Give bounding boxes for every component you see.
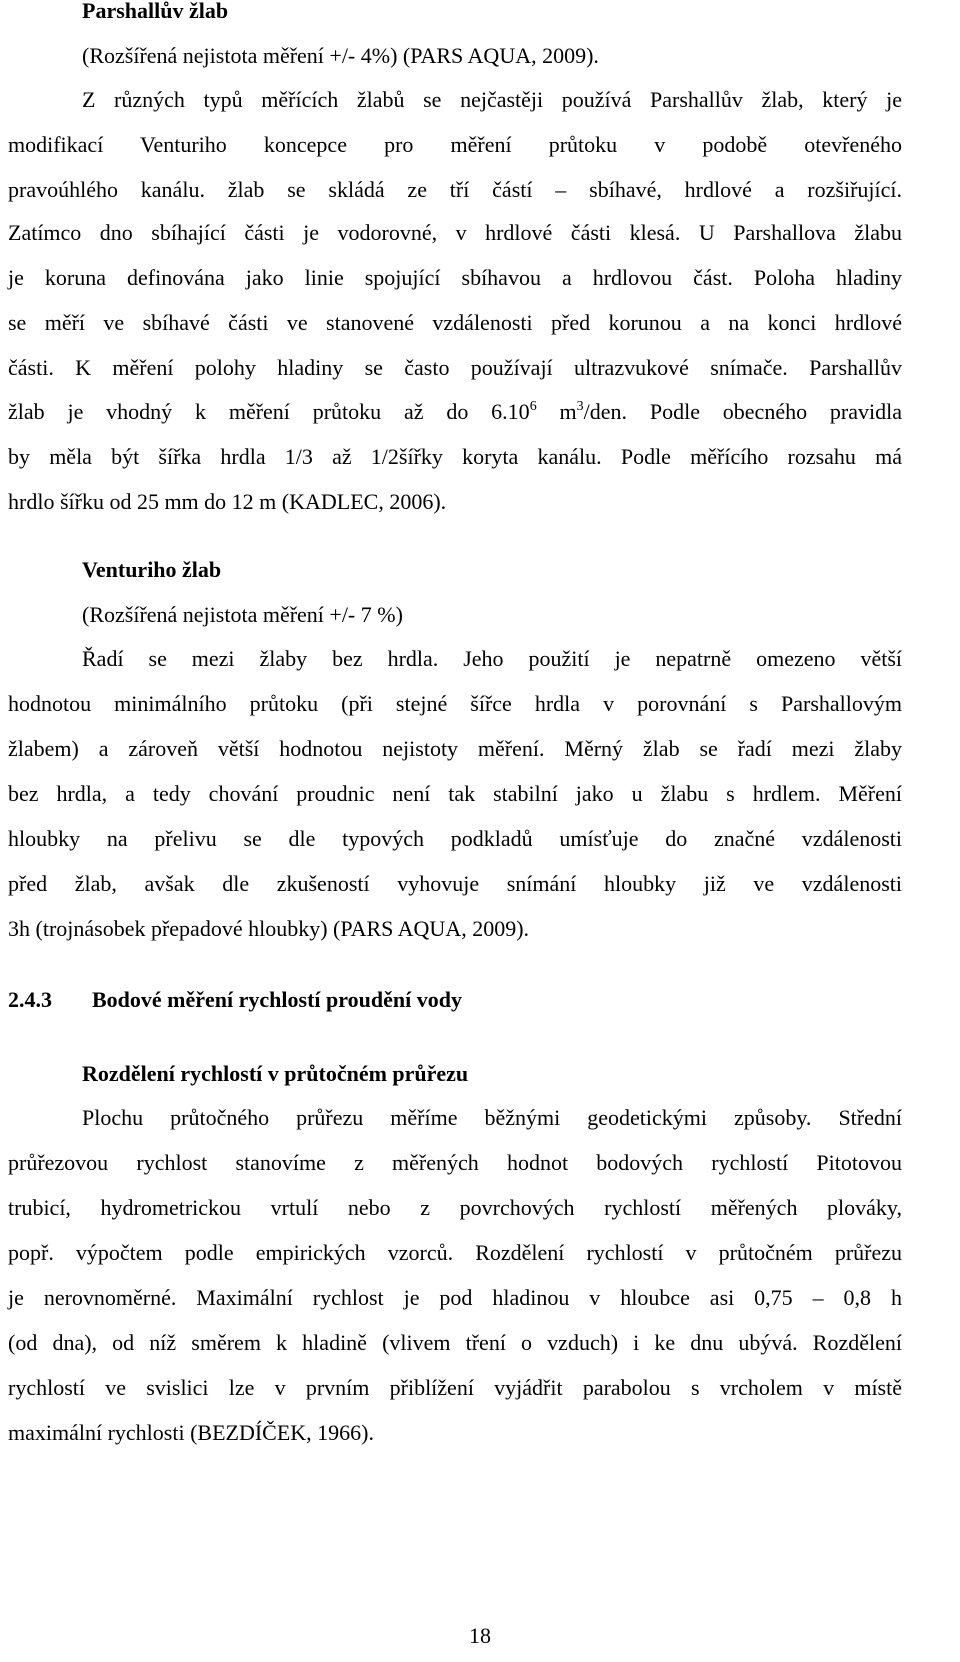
paragraph-line: žlabem) a zároveň větší hodnotou nejistoty měření. Měrný žlab se řadí mezi žlaby	[8, 736, 902, 761]
paragraph-line: by měla být šířka hrdla 1/3 až 1/2šířky koryta kanálu. Podle měřícího rozsahu má	[8, 444, 902, 469]
paragraph-line: Řadí se mezi žlaby bez hrdla. Jeho použití je nepatrně omezeno větší	[82, 646, 902, 671]
paragraph-line: 3h (trojnásobek přepadové hloubky) (PARS AQUA, 2009).	[8, 916, 530, 941]
paragraph-line: hodnotou minimálního průtoku (při stejné šířce hrdla v porovnání s Parshallovým	[8, 691, 902, 716]
paragraph-line: hrdlo šířku od 25 mm do 12 m (KADLEC, 2006).	[8, 489, 447, 514]
paragraph-line: bez hrdla, a tedy chování proudnic není tak stabilní jako u žlabu s hrdlem. Měření	[8, 781, 902, 806]
text-fragment: /den. Podle obecného pravidla	[583, 399, 902, 424]
section-subtitle-parshall: (Rozšířená nejistota měření +/- 4%) (PARS AQUA, 2009).	[82, 43, 599, 68]
paragraph-line: pravoúhlého kanálu. žlab se skládá ze tří částí – sbíhavé, hrdlové a rozšiřující.	[8, 177, 902, 202]
paragraph-line: Zatímco dno sbíhající části je vodorovné, v hrdlové části klesá. U Parshallova žlabu	[8, 220, 902, 245]
paragraph-line: před žlab, avšak dle zkušeností vyhovuje snímání hloubky již ve vzdálenosti	[8, 871, 902, 896]
text-fragment: žlab je vhodný k měření průtoku až do 6.10	[8, 399, 530, 424]
paragraph-line-with-exponents	[8, 397, 902, 427]
paragraph-line: trubicí, hydrometrickou vrtulí nebo z povrchových rychlostí měřených plováky,	[8, 1195, 902, 1220]
subheading-velocity-distribution: Rozdělení rychlostí v průtočném průřezu	[82, 1061, 469, 1086]
paragraph-line: části. K měření polohy hladiny se často používají ultrazvukové snímače. Parshallův	[8, 355, 902, 380]
paragraph-line: se měří ve sbíhavé části ve stanovené vzdálenosti před korunou a na konci hrdlové	[8, 310, 902, 335]
paragraph-line: je nerovnoměrné. Maximální rychlost je pod hladinou v hloubce asi 0,75 – 0,8 h	[8, 1285, 902, 1310]
paragraph-line: je koruna definována jako linie spojující sbíhavou a hrdlovou část. Poloha hladiny	[8, 265, 902, 290]
exponent: 3	[576, 399, 584, 414]
paragraph-line: průřezovou rychlost stanovíme z měřených hodnot bodových rychlostí Pitotovou	[8, 1150, 902, 1175]
paragraph-line: (od dna), od níž směrem k hladině (vlivem tření o vzduch) i ke dnu ubývá. Rozdělení	[8, 1330, 902, 1355]
section-subtitle-venturi: (Rozšířená nejistota měření +/- 7 %)	[82, 602, 403, 627]
paragraph-line: rychlostí ve svislici lze v prvním přiblížení vyjádřit parabolou s vrcholem v místě	[8, 1375, 902, 1400]
section-title-venturi: Venturiho žlab	[82, 557, 222, 582]
paragraph-line: modifikací Venturiho koncepce pro měření průtoku v podobě otevřeného	[8, 132, 902, 157]
paragraph-line: Z různých typů měřících žlabů se nejčastěji používá Parshallův žlab, který je	[82, 87, 902, 112]
page-number: 18	[469, 1623, 491, 1648]
chapter-number: 2.4.3	[8, 987, 52, 1012]
paragraph-line: hloubky na přelivu se dle typových podkladů umísťuje do značné vzdálenosti	[8, 826, 902, 851]
paragraph-line: Plochu průtočného průřezu měříme běžnými geodetickými způsoby. Střední	[82, 1105, 902, 1130]
text-fragment: m	[536, 399, 577, 424]
exponent: 6	[529, 399, 537, 414]
section-title-parshall: Parshallův žlab	[82, 0, 229, 23]
chapter-title: Bodové měření rychlostí proudění vody	[92, 987, 462, 1012]
paragraph-line: popř. výpočtem podle empirických vzorců. Rozdělení rychlostí v průtočném průřezu	[8, 1240, 902, 1265]
paragraph-line: maximální rychlosti (BEZDÍČEK, 1966).	[8, 1420, 374, 1445]
